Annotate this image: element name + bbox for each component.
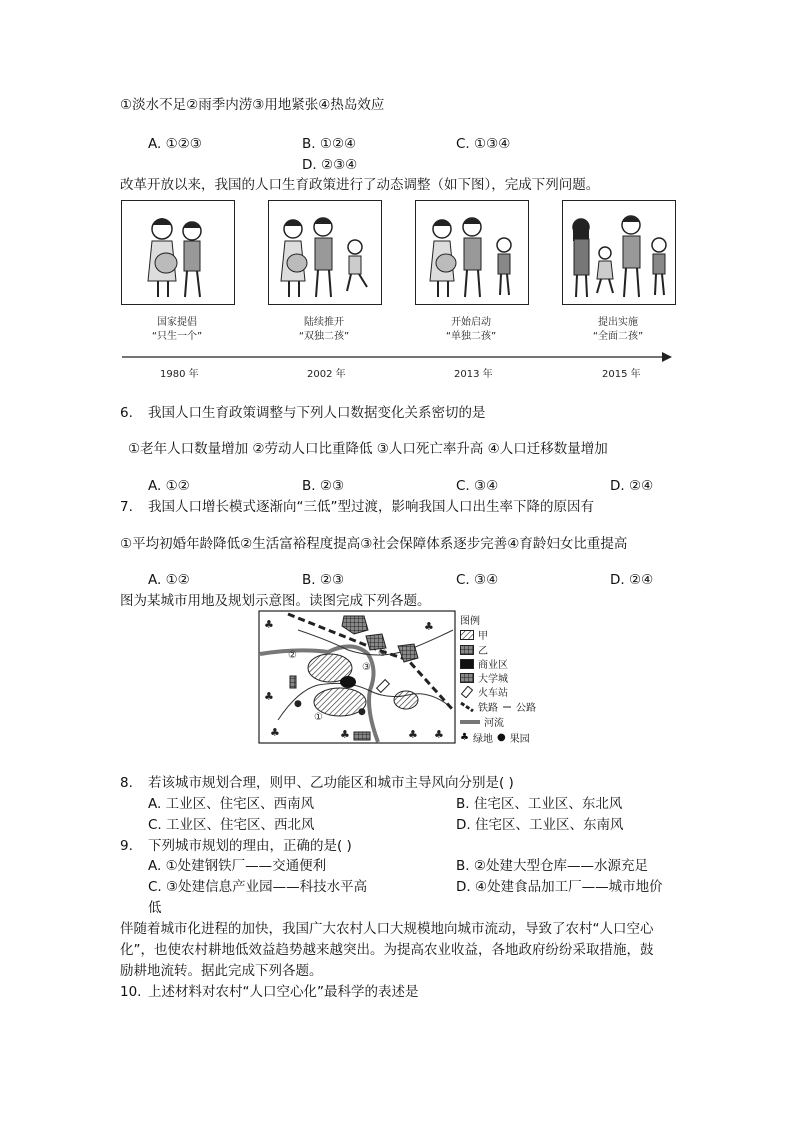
- legend-item-river: [460, 714, 504, 729]
- q10-number: 10.: [120, 984, 142, 1000]
- university-town: [354, 732, 370, 740]
- q10-stem: 上述材料对农村“人口空心化”最科学的表述是: [148, 984, 419, 1000]
- q6-option-c[interactable]: C. ③④: [456, 478, 499, 494]
- q7-items: ①平均初婚年龄降低②生活富裕程度提高③社会保障体系逐步完善④育龄妇女比重提高: [120, 536, 628, 552]
- legend-swatch-commercial: [460, 659, 474, 669]
- tree-icon: ♣: [460, 732, 469, 743]
- legend-swatch-jia: [460, 630, 474, 640]
- panel-1980: [121, 200, 235, 305]
- q7-number: 7.: [120, 499, 133, 515]
- legend-label-railway: 铁路: [478, 703, 498, 714]
- q7-option-b[interactable]: B. ②③: [302, 572, 345, 588]
- q9-option-a[interactable]: A. ①处建钢铁厂——交通便利: [148, 858, 327, 874]
- caption-1980-line1: 国家提倡: [157, 317, 197, 328]
- family-illustration-3: [416, 201, 528, 304]
- legend-swatch-railway: [460, 701, 474, 713]
- q6-option-d[interactable]: D. ②④: [610, 478, 654, 494]
- q7-option-d[interactable]: D. ②④: [610, 572, 654, 588]
- marker-3: ③: [362, 662, 371, 673]
- caption-2013: [406, 316, 536, 344]
- legend-item-rail-road: [460, 699, 536, 714]
- panel-2013: [415, 200, 529, 305]
- marker-2: ②: [288, 650, 297, 661]
- q9-option-d-wrap: 低: [148, 900, 162, 916]
- caption-2015-line1: 提出实施: [598, 317, 638, 328]
- q8-option-b[interactable]: B. 住宅区、工业区、东北风: [456, 796, 623, 812]
- tree-icon: ♣: [340, 728, 350, 741]
- family-illustration-1: [122, 201, 234, 304]
- q6-option-a[interactable]: A. ①②: [148, 478, 190, 494]
- policy-intro: 改革开放以来，我国的人口生育政策进行了动态调整（如下图），完成下列问题。: [120, 177, 600, 193]
- legend-label-road: 公路: [516, 703, 536, 714]
- panel-2015: [562, 200, 676, 305]
- orchard-icon: ●: [358, 707, 366, 717]
- q6-number: 6.: [120, 405, 133, 421]
- q8-option-d[interactable]: D. 住宅区、工业区、东南风: [456, 817, 624, 833]
- tree-icon: ♣: [434, 728, 444, 741]
- family-illustration-2: [269, 201, 381, 304]
- year-1980: 1980 年: [160, 369, 199, 380]
- marker-4: ④: [378, 648, 387, 659]
- q5-option-c[interactable]: C. ①③④: [456, 136, 511, 152]
- family-illustration-4: [563, 201, 675, 304]
- legend-item-commercial: [460, 656, 508, 671]
- q6-items: ①老年人口数量增加 ②劳动人口比重降低 ③人口死亡率升高 ④人口迁移数量增加: [128, 441, 608, 457]
- legend-label-green: 绿地: [472, 734, 493, 745]
- legend-item-station: [460, 684, 508, 699]
- legend-swatch-road: [502, 702, 512, 712]
- rural-intro-line-1: 伴随着城市化进程的加快，我国广大农村人口大规模地向城市流动，导致了农村“人口空心: [120, 921, 654, 937]
- q9-stem: 下列城市规划的理由，正确的是( ): [148, 838, 352, 854]
- panel-2002: [268, 200, 382, 305]
- orchard-icon: ●: [294, 699, 302, 709]
- legend-label-station: 火车站: [478, 688, 508, 699]
- q5-option-b[interactable]: B. ①②④: [302, 136, 357, 152]
- year-2013: 2013 年: [454, 369, 493, 380]
- legend-label-university: 大学城: [478, 674, 508, 685]
- legend-item-green-orchard: [460, 730, 530, 745]
- legend-label-orchard: 果园: [509, 734, 530, 745]
- caption-2015-line2: “全面二孩”: [592, 331, 644, 342]
- legend-title: 图例: [460, 616, 480, 627]
- legend-label-commercial: 商业区: [478, 660, 508, 671]
- tree-icon: ♣: [264, 618, 274, 631]
- legend-item-university: [460, 670, 508, 685]
- caption-2013-line2: “单独二孩”: [445, 331, 497, 342]
- legend-label-river: 河流: [484, 718, 504, 729]
- caption-2013-line1: 开始启动: [451, 317, 491, 328]
- q7-stem: 我国人口增长模式逐渐向“三低”型过渡，影响我国人口出生率下降的原因有: [148, 499, 594, 515]
- q9-option-c[interactable]: C. ③处建信息产业园——科技水平高: [148, 879, 368, 895]
- q9-option-b[interactable]: B. ②处建大型仓库——水源充足: [456, 858, 648, 874]
- q9-option-d[interactable]: D. ④处建食品加工厂——城市地价: [456, 879, 663, 895]
- city-intro: 图为某城市用地及规划示意图。读图完成下列各题。: [120, 593, 431, 609]
- tree-icon: ♣: [270, 726, 280, 739]
- university-small: [290, 676, 296, 688]
- zone-jia-3: [394, 691, 418, 709]
- legend-label-yi: 乙: [478, 646, 488, 657]
- caption-1980: [112, 316, 242, 344]
- caption-2002-line1: 陆续推开: [304, 317, 344, 328]
- legend-swatch-university: [460, 673, 474, 683]
- q6-option-b[interactable]: B. ②③: [302, 478, 345, 494]
- q8-option-c[interactable]: C. 工业区、住宅区、西北风: [148, 817, 315, 833]
- legend-label-jia: 甲: [478, 631, 488, 642]
- rural-intro-line-3: 励耕地流转。据此完成下列各题。: [120, 963, 323, 979]
- caption-2002-line2: “双独二孩”: [298, 331, 350, 342]
- legend-swatch-river: [460, 718, 480, 726]
- q8-number: 8.: [120, 775, 133, 791]
- tree-icon: ♣: [424, 620, 434, 633]
- q5-option-a[interactable]: A. ①②③: [148, 136, 202, 152]
- marker-1: ①: [314, 712, 323, 723]
- year-2002: 2002 年: [307, 369, 346, 380]
- caption-1980-line2: “只生一个”: [151, 331, 203, 342]
- orchard-icon: ●: [496, 732, 506, 743]
- q7-option-c[interactable]: C. ③④: [456, 572, 499, 588]
- timeline-arrow: [118, 350, 674, 364]
- legend-swatch-station: [460, 686, 474, 698]
- q9-number: 9.: [120, 838, 133, 854]
- q5-items: ①淡水不足②雨季内涝③用地紧张④热岛效应: [120, 97, 385, 113]
- q8-stem: 若该城市规划合理，则甲、乙功能区和城市主导风向分别是( ): [148, 775, 514, 791]
- tree-icon: ♣: [408, 728, 418, 741]
- caption-2015: [553, 316, 683, 344]
- year-2015: 2015 年: [602, 369, 641, 380]
- caption-2002: [259, 316, 389, 344]
- tree-icon: ♣: [264, 690, 274, 703]
- q8-option-a[interactable]: A. 工业区、住宅区、西南风: [148, 796, 315, 812]
- q7-option-a[interactable]: A. ①②: [148, 572, 190, 588]
- legend-item-yi: [460, 642, 488, 657]
- commercial-district: [340, 676, 356, 688]
- q6-stem: 我国人口生育政策调整与下列人口数据变化关系密切的是: [148, 405, 486, 421]
- rural-intro-line-2: 化”，也使农村耕地低效益趋势越来越突出。为提高农业收益，各地政府纷纷采取措施，鼓: [120, 942, 654, 958]
- legend-swatch-yi: [460, 645, 474, 655]
- q5-option-d[interactable]: D. ②③④: [302, 157, 358, 173]
- legend-item-jia: [460, 627, 488, 642]
